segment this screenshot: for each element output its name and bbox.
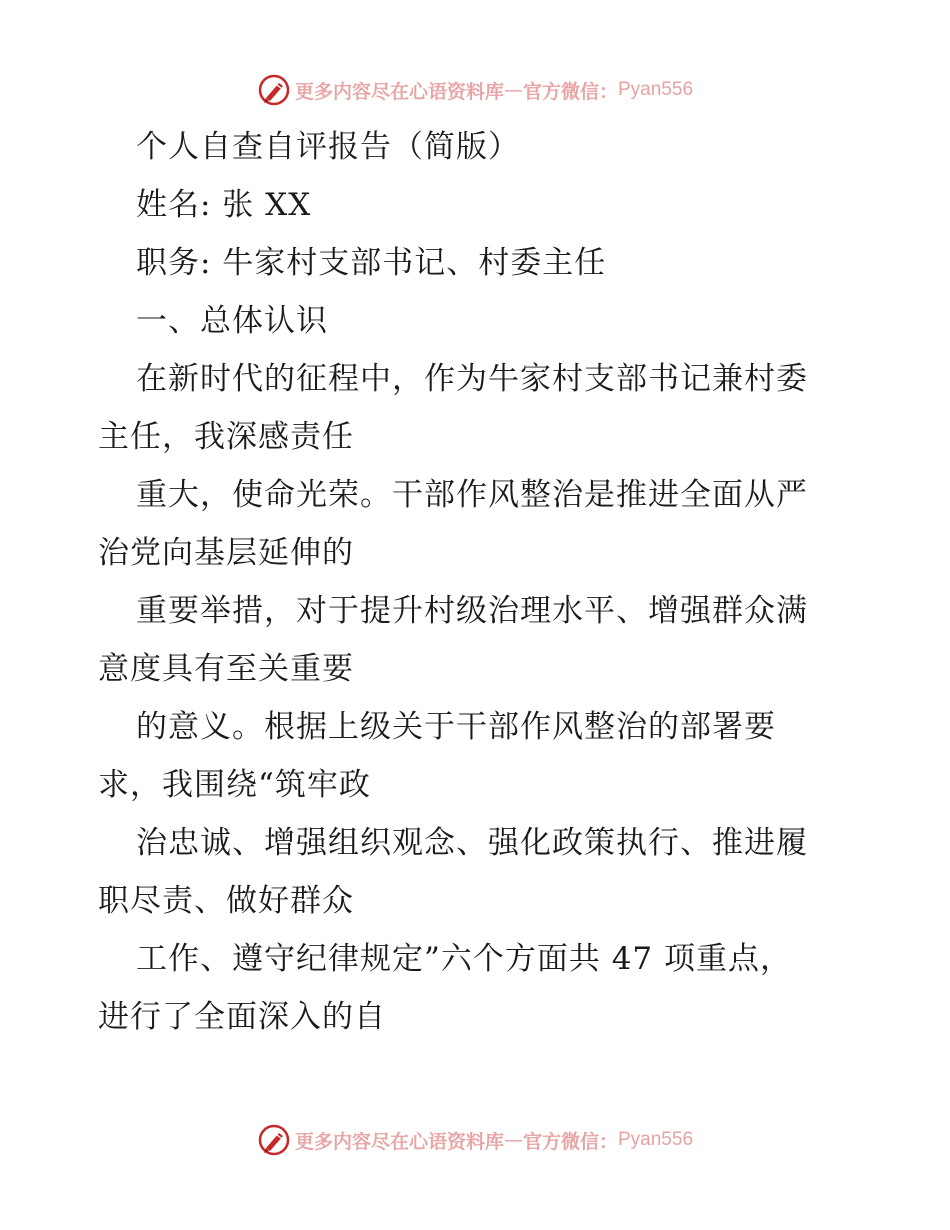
document-line: 职尽责、做好群众	[98, 883, 354, 919]
document-line: 主任，我深感责任	[98, 419, 354, 455]
document-line: 在新时代的征程中，作为牛家村支部书记兼村委	[136, 361, 808, 397]
document-line: 进行了全面深入的自	[98, 999, 386, 1035]
document-line: 的意义。根据上级关于干部作风整治的部署要	[136, 709, 776, 745]
document-line: 治忠诚、增强组织观念、强化政策执行、推进履	[136, 825, 808, 861]
document-line: 求，我围绕“筑牢政	[98, 767, 371, 803]
watermark-label: 官方微信：	[522, 80, 618, 103]
document-line: 重要举措，对于提升村级治理水平、增强群众满	[136, 593, 808, 629]
watermark-separator: —	[503, 79, 523, 101]
watermark-banner-top	[0, 70, 950, 110]
watermark-wechat-id: Pyan556	[618, 79, 694, 100]
watermark-label: 官方微信：	[522, 1130, 618, 1153]
document-title: 个人自查自评报告（简版）	[136, 129, 520, 165]
pen-logo-icon	[257, 73, 291, 107]
pen-logo-icon	[257, 1123, 291, 1157]
document-line: 一、总体认识	[136, 303, 328, 339]
document-line: 姓名: 张 XX	[136, 187, 312, 223]
watermark-separator: —	[503, 1129, 523, 1151]
watermark-wechat-id: Pyan556	[618, 1129, 694, 1150]
document-line: 工作、遵守纪律规定”六个方面共 47 项重点，	[136, 941, 793, 977]
document-line: 意度具有至关重要	[98, 651, 354, 687]
document-line: 治党向基层延伸的	[98, 535, 354, 571]
document-body	[98, 118, 858, 1046]
watermark-text: 更多内容尽在心语资料库	[294, 80, 504, 103]
watermark-text: 更多内容尽在心语资料库	[294, 1130, 504, 1153]
document-line: 重大，使命光荣。干部作风整治是推进全面从严	[136, 477, 808, 513]
watermark-banner-bottom	[0, 1120, 950, 1160]
document-line: 职务: 牛家村支部书记、村委主任	[136, 245, 607, 281]
